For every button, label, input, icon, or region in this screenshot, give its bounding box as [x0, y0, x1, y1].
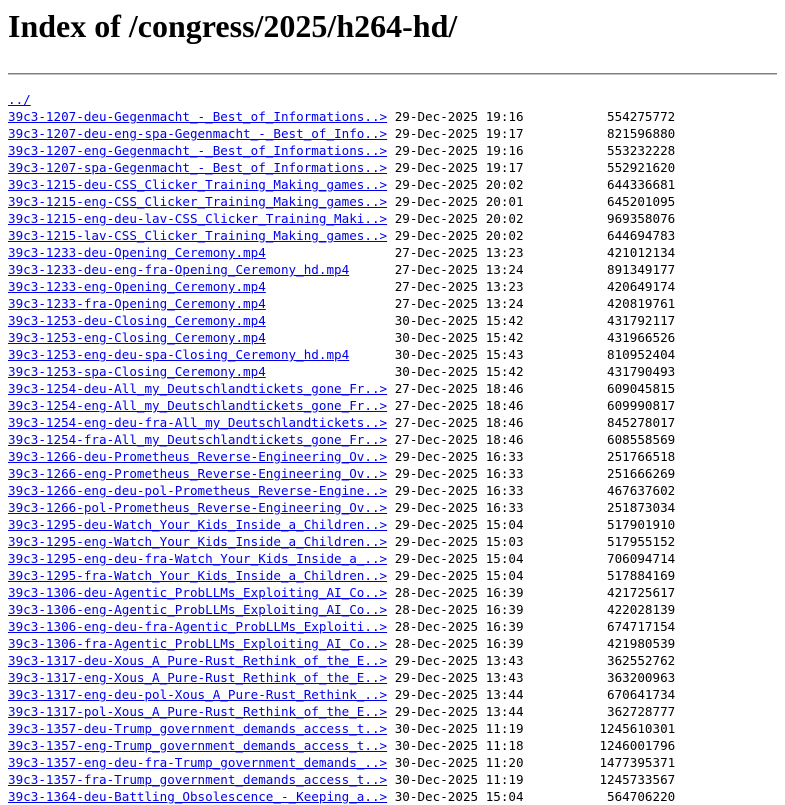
table-row [8, 737, 777, 754]
file-date: 27-Dec-2025 13:24 [394, 296, 524, 311]
size-padding [524, 449, 607, 464]
name-padding [387, 551, 395, 566]
table-row [8, 312, 777, 329]
table-row [8, 499, 777, 516]
file-link[interactable]: 39c3-1254-eng-deu-fra-All_my_Deutschlandtickets..> [8, 415, 388, 430]
file-link[interactable]: 39c3-1357-eng-deu-fra-Trump_government_demands_..> [8, 755, 388, 770]
file-date: 29-Dec-2025 13:44 [394, 687, 524, 702]
file-size: 1246001796 [599, 738, 676, 753]
name-padding [387, 789, 395, 804]
file-size: 564706220 [607, 789, 676, 804]
name-padding [387, 670, 395, 685]
table-row [8, 210, 777, 227]
file-date: 29-Dec-2025 19:16 [394, 143, 524, 158]
file-size: 810952404 [607, 347, 676, 362]
table-row [8, 380, 777, 397]
file-date: 28-Dec-2025 16:39 [394, 636, 524, 651]
size-padding [524, 177, 607, 192]
file-link[interactable]: 39c3-1295-eng-deu-fra-Watch_Your_Kids_Inside_a_..> [8, 551, 388, 566]
name-padding [387, 381, 395, 396]
name-padding [387, 483, 395, 498]
file-link[interactable]: 39c3-1207-spa-Gegenmacht_-_Best_of_Informations..> [8, 160, 388, 175]
file-size: 431790493 [607, 364, 676, 379]
size-padding [524, 585, 607, 600]
file-date: 29-Dec-2025 15:04 [394, 517, 524, 532]
size-padding [524, 296, 607, 311]
file-link[interactable]: 39c3-1233-deu-Opening_Ceremony.mp4 [8, 245, 266, 260]
file-size: 517884169 [607, 568, 676, 583]
file-size: 670641734 [607, 687, 676, 702]
file-date: 29-Dec-2025 20:01 [394, 194, 524, 209]
size-padding [524, 670, 607, 685]
file-size: 362552762 [607, 653, 676, 668]
name-padding [387, 449, 395, 464]
name-padding [387, 211, 395, 226]
file-date: 28-Dec-2025 16:39 [394, 602, 524, 617]
table-row [8, 618, 777, 635]
size-padding [524, 483, 607, 498]
file-size: 362728777 [607, 704, 676, 719]
file-link[interactable]: 39c3-1306-eng-deu-fra-Agentic_ProbLLMs_Exploiti..> [8, 619, 388, 634]
file-link[interactable]: 39c3-1215-deu-CSS_Clicker_Training_Making_games..> [8, 177, 388, 192]
file-link[interactable]: 39c3-1266-eng-Prometheus_Reverse-Engineering_Ov..> [8, 466, 388, 481]
file-date: 29-Dec-2025 20:02 [394, 228, 524, 243]
file-link[interactable]: 39c3-1215-eng-deu-lav-CSS_Clicker_Training_Maki..> [8, 211, 388, 226]
parent-directory-link[interactable]: ../ [8, 92, 31, 107]
name-padding [387, 109, 395, 124]
table-row [8, 363, 777, 380]
size-padding [524, 500, 607, 515]
file-link[interactable]: 39c3-1266-deu-Prometheus_Reverse-Engineering_Ov..> [8, 449, 388, 464]
table-row [8, 601, 777, 618]
table-row [8, 703, 777, 720]
name-padding [387, 466, 395, 481]
file-size: 845278017 [607, 415, 676, 430]
name-padding [266, 279, 395, 294]
file-date: 29-Dec-2025 16:33 [394, 449, 524, 464]
file-link[interactable]: 39c3-1215-eng-CSS_Clicker_Training_Making_games..> [8, 194, 388, 209]
table-row [8, 278, 777, 295]
size-padding [524, 704, 607, 719]
size-padding [524, 143, 607, 158]
file-date: 27-Dec-2025 18:46 [394, 381, 524, 396]
size-padding [524, 772, 600, 787]
table-row [8, 533, 777, 550]
table-row [8, 567, 777, 584]
file-link[interactable]: 39c3-1317-deu-Xous_A_Pure-Rust_Rethink_of_the_E..> [8, 653, 388, 668]
file-link[interactable]: 39c3-1253-eng-deu-spa-Closing_Ceremony_hd.mp4 [8, 347, 350, 362]
file-link[interactable]: 39c3-1233-deu-eng-fra-Opening_Ceremony_hd.mp4 [8, 262, 350, 277]
table-row [8, 346, 777, 363]
file-size: 422028139 [607, 602, 676, 617]
table-row [8, 125, 777, 142]
name-padding [387, 568, 395, 583]
file-size: 554275772 [607, 109, 676, 124]
file-date: 27-Dec-2025 13:24 [394, 262, 524, 277]
name-padding [266, 296, 395, 311]
size-padding [524, 228, 607, 243]
name-padding [387, 602, 395, 617]
name-padding [387, 126, 395, 141]
file-size: 821596880 [607, 126, 676, 141]
size-padding [524, 636, 607, 651]
file-size: 644694783 [607, 228, 676, 243]
table-row [8, 193, 777, 210]
file-date: 30-Dec-2025 15:42 [394, 330, 524, 345]
size-padding [524, 755, 600, 770]
file-link[interactable]: 39c3-1317-eng-deu-pol-Xous_A_Pure-Rust_Rethink_..> [8, 687, 388, 702]
file-size: 421980539 [607, 636, 676, 651]
file-date: 29-Dec-2025 16:33 [394, 500, 524, 515]
name-padding [387, 704, 395, 719]
file-link[interactable]: 39c3-1306-deu-Agentic_ProbLLMs_Exploiting_AI_Co..> [8, 585, 388, 600]
file-link[interactable]: 39c3-1207-deu-eng-spa-Gegenmacht_-_Best_of_Info..> [8, 126, 388, 141]
file-size: 1245610301 [599, 721, 676, 736]
name-padding [349, 347, 395, 362]
file-date: 29-Dec-2025 16:33 [394, 466, 524, 481]
table-row [8, 550, 777, 567]
table-row [8, 516, 777, 533]
file-date: 28-Dec-2025 16:39 [394, 585, 524, 600]
file-date: 29-Dec-2025 15:04 [394, 568, 524, 583]
file-link[interactable]: 39c3-1306-eng-Agentic_ProbLLMs_Exploiting_AI_Co..> [8, 602, 388, 617]
file-link[interactable]: 39c3-1357-fra-Trump_government_demands_access_t..> [8, 772, 388, 787]
file-link[interactable]: 39c3-1295-fra-Watch_Your_Kids_Inside_a_Children..> [8, 568, 388, 583]
name-padding [266, 330, 395, 345]
size-padding [524, 687, 607, 702]
size-padding [524, 653, 607, 668]
file-link[interactable]: 39c3-1317-eng-Xous_A_Pure-Rust_Rethink_of_the_E..> [8, 670, 388, 685]
file-size: 363200963 [607, 670, 676, 685]
size-padding [524, 738, 600, 753]
name-padding [387, 755, 395, 770]
name-padding [387, 228, 395, 243]
file-date: 27-Dec-2025 18:46 [394, 398, 524, 413]
file-size: 251666269 [607, 466, 676, 481]
file-date: 29-Dec-2025 13:44 [394, 704, 524, 719]
name-padding [387, 177, 395, 192]
file-date: 29-Dec-2025 15:03 [394, 534, 524, 549]
name-padding [387, 194, 395, 209]
name-padding [387, 636, 395, 651]
file-date: 29-Dec-2025 13:43 [394, 653, 524, 668]
file-date: 30-Dec-2025 11:19 [394, 772, 524, 787]
table-row [8, 108, 777, 125]
file-date: 28-Dec-2025 16:39 [394, 619, 524, 634]
file-link[interactable]: 39c3-1207-eng-Gegenmacht_-_Best_of_Informations..> [8, 143, 388, 158]
file-date: 29-Dec-2025 19:17 [394, 126, 524, 141]
title-divider [8, 73, 777, 75]
name-padding [349, 262, 395, 277]
table-row [8, 397, 777, 414]
name-padding [387, 500, 395, 515]
file-date: 29-Dec-2025 20:02 [394, 211, 524, 226]
size-padding [524, 466, 607, 481]
size-padding [524, 602, 607, 617]
file-size: 609045815 [607, 381, 676, 396]
file-listing [8, 91, 777, 805]
name-padding [387, 585, 395, 600]
size-padding [524, 517, 607, 532]
file-size: 251873034 [607, 500, 676, 515]
table-row [8, 227, 777, 244]
file-date: 29-Dec-2025 19:16 [394, 109, 524, 124]
table-row [8, 771, 777, 788]
file-size: 467637602 [607, 483, 676, 498]
table-row [8, 448, 777, 465]
name-padding [266, 313, 395, 328]
file-date: 30-Dec-2025 15:42 [394, 313, 524, 328]
file-date: 29-Dec-2025 19:17 [394, 160, 524, 175]
file-size: 421012134 [607, 245, 676, 260]
file-size: 420819761 [607, 296, 676, 311]
name-padding [387, 619, 395, 634]
name-padding [387, 687, 395, 702]
size-padding [524, 381, 607, 396]
name-padding [387, 160, 395, 175]
file-size: 421725617 [607, 585, 676, 600]
size-padding [524, 789, 607, 804]
size-padding [524, 279, 607, 294]
table-row [8, 295, 777, 312]
file-size: 420649174 [607, 279, 676, 294]
name-padding [387, 653, 395, 668]
file-size: 969358076 [607, 211, 676, 226]
file-link[interactable]: 39c3-1207-deu-Gegenmacht_-_Best_of_Informations..> [8, 109, 388, 124]
name-padding [387, 534, 395, 549]
file-date: 30-Dec-2025 11:19 [394, 721, 524, 736]
table-row [8, 431, 777, 448]
file-link[interactable]: 39c3-1364-deu-Battling_Obsolescence_-_Keeping_a..> [8, 789, 388, 804]
file-size: 431792117 [607, 313, 676, 328]
file-size: 608558569 [607, 432, 676, 447]
table-row [8, 584, 777, 601]
file-date: 30-Dec-2025 11:20 [394, 755, 524, 770]
file-link[interactable]: 39c3-1233-eng-Opening_Ceremony.mp4 [8, 279, 266, 294]
size-padding [524, 211, 607, 226]
file-date: 30-Dec-2025 15:42 [394, 364, 524, 379]
size-padding [524, 568, 607, 583]
file-size: 891349177 [607, 262, 676, 277]
file-date: 30-Dec-2025 15:43 [394, 347, 524, 362]
name-padding [387, 721, 395, 736]
file-size: 644336681 [607, 177, 676, 192]
table-row [8, 635, 777, 652]
size-padding [524, 415, 607, 430]
file-date: 29-Dec-2025 16:33 [394, 483, 524, 498]
name-padding [387, 517, 395, 532]
file-link[interactable]: 39c3-1317-pol-Xous_A_Pure-Rust_Rethink_of_the_E..> [8, 704, 388, 719]
file-size: 251766518 [607, 449, 676, 464]
name-padding [387, 415, 395, 430]
file-size: 552921620 [607, 160, 676, 175]
size-padding [524, 619, 607, 634]
file-size: 609990817 [607, 398, 676, 413]
file-link[interactable]: 39c3-1357-eng-Trump_government_demands_access_t..> [8, 738, 388, 753]
file-link[interactable]: 39c3-1233-fra-Opening_Ceremony.mp4 [8, 296, 266, 311]
size-padding [524, 347, 607, 362]
table-row [8, 788, 777, 805]
file-link[interactable]: 39c3-1253-spa-Closing_Ceremony.mp4 [8, 364, 266, 379]
table-row [8, 686, 777, 703]
file-link[interactable]: 39c3-1357-deu-Trump_government_demands_access_t..> [8, 721, 388, 736]
name-padding [387, 738, 395, 753]
file-size: 517955152 [607, 534, 676, 549]
table-row [8, 465, 777, 482]
file-size: 645201095 [607, 194, 676, 209]
size-padding [524, 126, 607, 141]
size-padding [524, 262, 607, 277]
file-size: 706094714 [607, 551, 676, 566]
size-padding [524, 398, 607, 413]
file-link[interactable]: 39c3-1295-deu-Watch_Your_Kids_Inside_a_Children..> [8, 517, 388, 532]
file-date: 27-Dec-2025 13:23 [394, 245, 524, 260]
file-link[interactable]: 39c3-1306-fra-Agentic_ProbLLMs_Exploiting_AI_Co..> [8, 636, 388, 651]
name-padding [266, 245, 395, 260]
file-link[interactable]: 39c3-1215-lav-CSS_Clicker_Training_Making_games..> [8, 228, 388, 243]
table-row [8, 244, 777, 261]
file-link[interactable]: 39c3-1253-eng-Closing_Ceremony.mp4 [8, 330, 266, 345]
file-date: 29-Dec-2025 15:04 [394, 551, 524, 566]
file-date: 29-Dec-2025 20:02 [394, 177, 524, 192]
name-padding [266, 364, 395, 379]
table-row [8, 754, 777, 771]
size-padding [524, 551, 607, 566]
page-title: Index of /congress/2025/h264-hd/ [8, 8, 458, 44]
table-row [8, 482, 777, 499]
file-size: 431966526 [607, 330, 676, 345]
size-padding [524, 330, 607, 345]
table-row [8, 652, 777, 669]
size-padding [524, 160, 607, 175]
file-date: 27-Dec-2025 18:46 [394, 432, 524, 447]
name-padding [387, 143, 395, 158]
file-size: 1477395371 [599, 755, 676, 770]
size-padding [524, 432, 607, 447]
table-row [8, 669, 777, 686]
file-date: 30-Dec-2025 11:18 [394, 738, 524, 753]
file-date: 29-Dec-2025 13:43 [394, 670, 524, 685]
name-padding [387, 398, 395, 413]
size-padding [524, 109, 607, 124]
file-link[interactable]: 39c3-1266-pol-Prometheus_Reverse-Engineering_Ov..> [8, 500, 388, 515]
file-link[interactable]: 39c3-1254-deu-All_my_Deutschlandtickets_gone_Fr..> [8, 381, 388, 396]
table-row [8, 142, 777, 159]
table-row [8, 176, 777, 193]
file-link[interactable]: 39c3-1254-fra-All_my_Deutschlandtickets_gone_Fr..> [8, 432, 388, 447]
name-padding [387, 772, 395, 787]
size-padding [524, 194, 607, 209]
size-padding [524, 721, 600, 736]
file-size: 1245733567 [599, 772, 676, 787]
name-padding [387, 432, 395, 447]
table-row [8, 414, 777, 431]
file-size: 553232228 [607, 143, 676, 158]
file-size: 674717154 [607, 619, 676, 634]
size-padding [524, 245, 607, 260]
file-date: 30-Dec-2025 15:04 [394, 789, 524, 804]
table-row [8, 329, 777, 346]
size-padding [524, 364, 607, 379]
file-link[interactable]: 39c3-1254-eng-All_my_Deutschlandtickets_gone_Fr..> [8, 398, 388, 413]
size-padding [524, 313, 607, 328]
file-link[interactable]: 39c3-1295-eng-Watch_Your_Kids_Inside_a_Children..> [8, 534, 388, 549]
table-row [8, 159, 777, 176]
file-date: 27-Dec-2025 18:46 [394, 415, 524, 430]
table-row [8, 261, 777, 278]
file-link[interactable]: 39c3-1266-eng-deu-pol-Prometheus_Reverse-Engine..> [8, 483, 388, 498]
table-row [8, 720, 777, 737]
file-date: 27-Dec-2025 13:23 [394, 279, 524, 294]
file-link[interactable]: 39c3-1253-deu-Closing_Ceremony.mp4 [8, 313, 266, 328]
size-padding [524, 534, 607, 549]
file-size: 517901910 [607, 517, 676, 532]
